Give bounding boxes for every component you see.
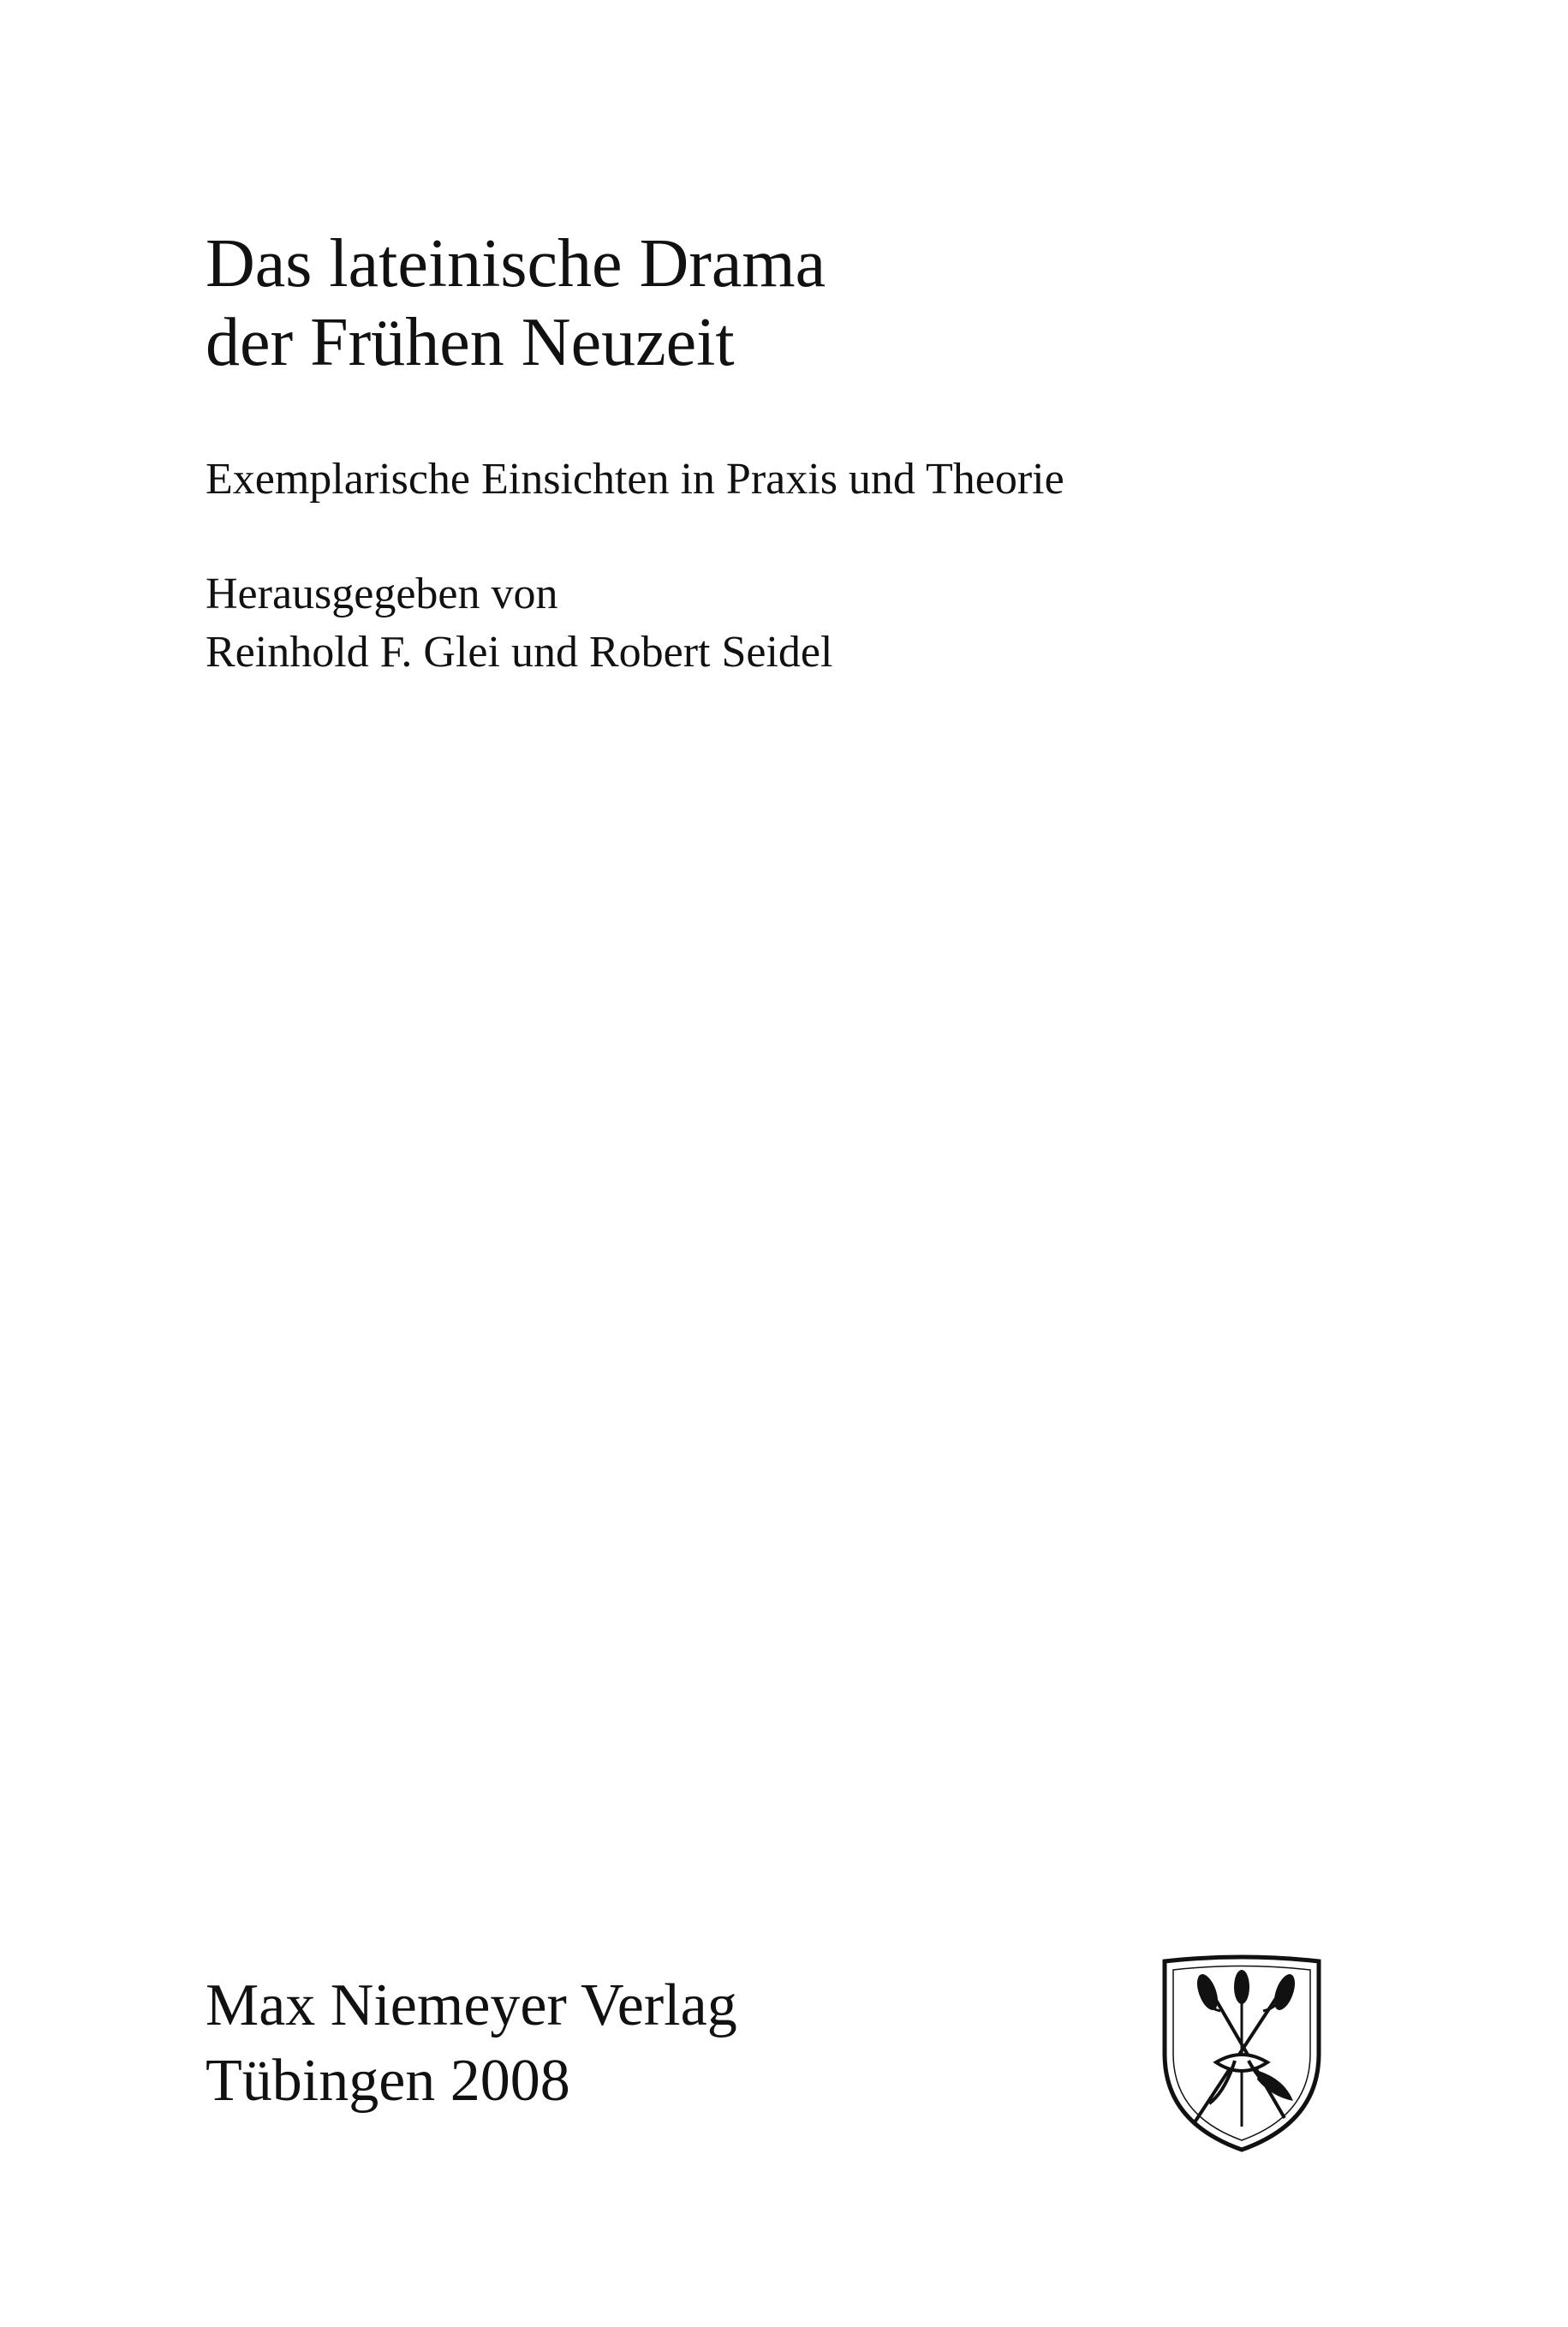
book-title-line-2: der Frühen Neuzeit [206,305,735,380]
editors-block [206,565,832,682]
publisher-crest-icon [1156,1951,1327,2157]
publisher-place-year: Tübingen 2008 [206,2048,570,2114]
editors-intro: Herausgegeben von [206,570,558,618]
publisher-block [206,1968,737,2119]
book-subtitle: Exemplarische Einsichten in Praxis und Theorie [206,455,1064,504]
editors-names: Reinhold F. Glei und Robert Seidel [206,628,833,677]
book-title-line-1: Das lateinische Drama [206,226,826,301]
publisher-name: Max Niemeyer Verlag [206,1972,737,2038]
book-title [206,224,1319,382]
